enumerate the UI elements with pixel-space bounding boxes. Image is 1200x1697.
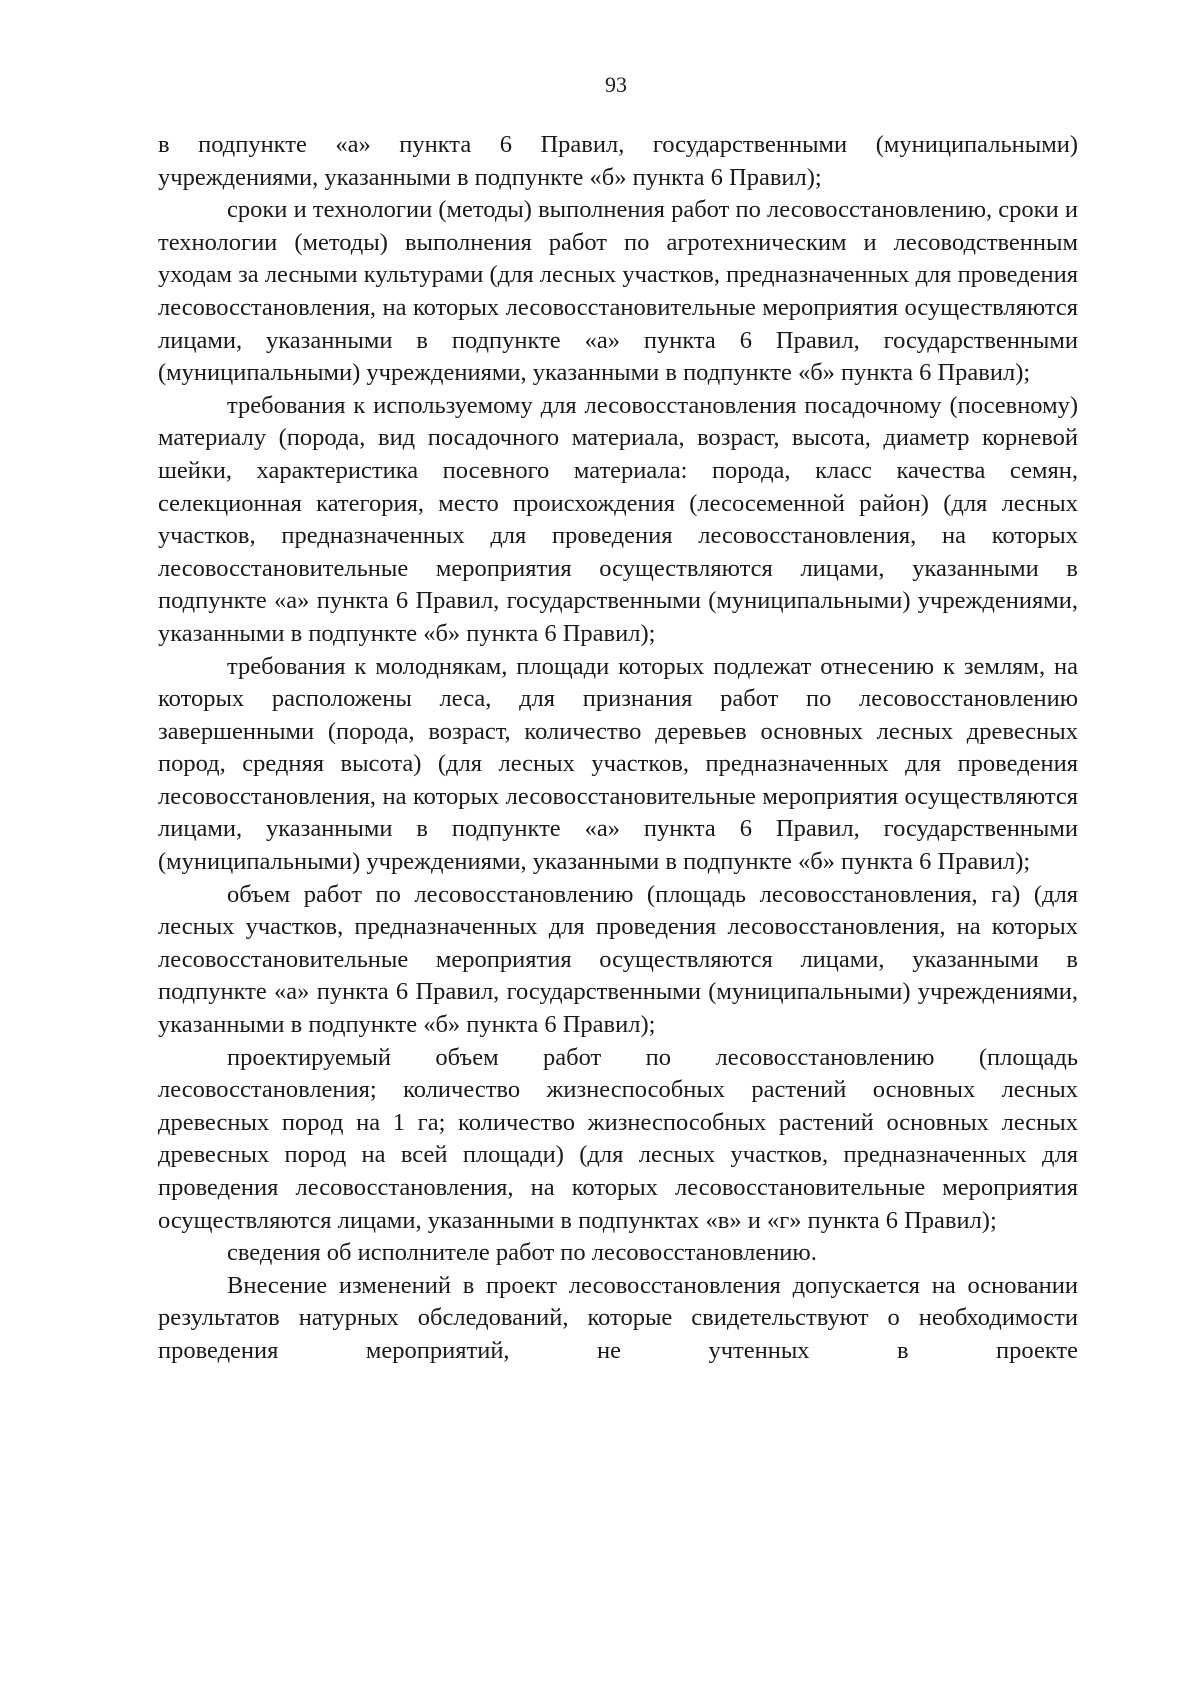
paragraph-continuation: в подпункте «а» пункта 6 Правил, государственными (муниципальными) учреждениями, указанными в подпункте «б» пункта 6 Правил); xyxy=(158,131,1078,191)
paragraph-work-volume: объем работ по лесовосстановлению (площадь лесовосстановления, га) (для лесных участков, предназначенных для проведения лесовосстановления, на которых лесовосстановительные мероприятия осуществляются лицами, указанными в подпункте «а» пункта 6 Правил, государственными (муниципальными) учреждениями, указанными в подпункте «б» пункта 6 Правил); xyxy=(158,880,1078,1039)
paragraph-planting-material-requirements: требования к используемому для лесовосстановления посадочному (посевному) материалу (порода, вид посадочного материала, возраст, высота, диаметр корневой шейки, характеристика посевного материала: порода, класс качества семян, селекционная категория, место происхождения (лесосеменной район) (для лесных участков, предназначенных для проведения лесовосстановления, на которых лесовосстановительные мероприятия осуществляются лицами, указанными в подпункте «а» пункта 6 Правил, государственными (муниципальными) учреждениями, указанными в подпункте «б» пункта 6 Правил); xyxy=(158,391,1078,647)
document-body xyxy=(158,129,1078,1368)
paragraph-projected-work-volume: проектируемый объем работ по лесовосстановлению (площадь лесовосстановления; количество жизнеспособных растений основных лесных древесных пород на 1 га; количество жизнеспособных растений основных лесных древесных пород на всей площади) (для лесных участков, предназначенных для проведения лесовосстановления, на которых лесовосстановительные мероприятия осуществляются лицами, указанными в подпунктах «в» и «г» пункта 6 Правил); xyxy=(158,1043,1078,1234)
page-number: 93 xyxy=(605,72,627,97)
paragraph-young-stands-requirements: требования к молоднякам, площади которых подлежат отнесению к землям, на которых расположены леса, для признания работ по лесовосстановлению завершенными (порода, возраст, количество деревьев основных лесных древесных пород, средняя высота) (для лесных участков, предназначенных для проведения лесовосстановления, на которых лесовосстановительные мероприятия осуществляются лицами, указанными в подпункте «а» пункта 6 Правил, государственными (муниципальными) учреждениями, указанными в подпункте «б» пункта 6 Правил); xyxy=(158,652,1078,876)
paragraph-deadlines-technologies: сроки и технологии (методы) выполнения работ по лесовосстановлению, сроки и технологии (методы) выполнения работ по агротехническим и лесоводственным уходам за лесными культурами (для лесных участков, предназначенных для проведения лесовосстановления, на которых лесовосстановительные мероприятия осуществляются лицами, указанными в подпункте «а» пункта 6 Правил, государственными (муниципальными) учреждениями, указанными в подпункте «б» пункта 6 Правил); xyxy=(158,196,1078,387)
paragraph-project-amendments: Внесение изменений в проект лесовосстановления допускается на основании результатов натурных обследований, которые свидетельствуют о необходимости проведения мероприятий, не учтенных в проекте xyxy=(158,1271,1078,1364)
paragraph-contractor-info: сведения об исполнителе работ по лесовосстановлению. xyxy=(227,1239,817,1267)
